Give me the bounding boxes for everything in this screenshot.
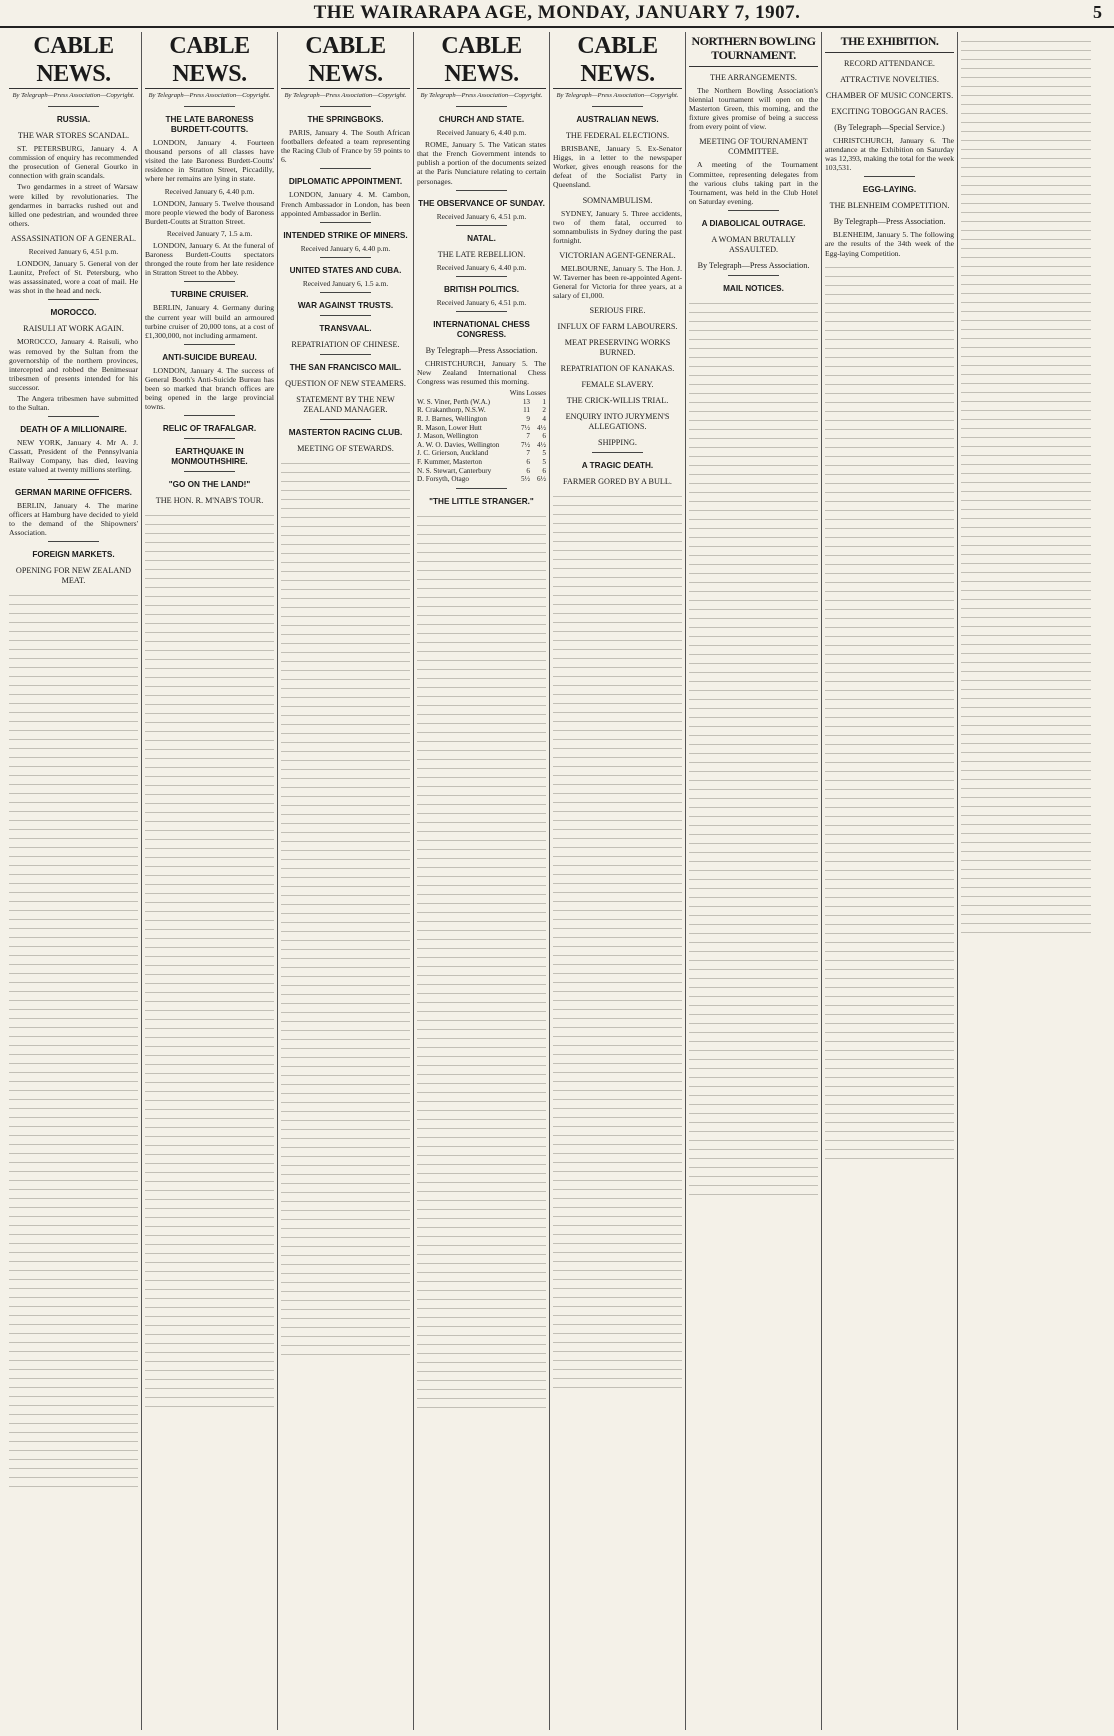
- article-paragraph: LONDON, January 4. M. Cambon, French Ambassador in London, has been appointed Ambassador in Berlin.: [281, 190, 410, 218]
- article-headline: TURBINE CRUISER.: [170, 290, 249, 300]
- divider: [320, 292, 372, 293]
- divider: [456, 276, 508, 277]
- article-headline: DIPLOMATIC APPOINTMENT.: [288, 177, 403, 187]
- article-paragraph: The Angera tribesmen have submitted to the Sultan.: [9, 393, 138, 413]
- article-paragraph: MELBOURNE, January 5. The Hon. J. W. Taverner has been re-appointed Agent-General for Victoria for three years, at a salary of £1,000.: [553, 263, 682, 301]
- body-text-lines: [689, 298, 818, 1198]
- player-name: A. W. O. Davies, Wellington: [417, 440, 500, 449]
- column-8: [958, 32, 1094, 1730]
- received-time: Received January 6, 4.40 p.m.: [436, 262, 527, 272]
- table-row: [417, 398, 546, 407]
- article-subheading: SHIPPING.: [598, 438, 637, 448]
- article-subheading: THE HON. R. M'NAB'S TOUR.: [155, 496, 264, 506]
- article-paragraph: LONDON, January 4. Fourteen thousand persons of all classes have visited the late Baroness Burdett-Coutts' residence in Stratton Street, Piccadilly, where her remains are lying in state.: [145, 138, 274, 184]
- body-text-lines: [825, 262, 954, 1162]
- article-headline: ANTI-SUICIDE BUREAU.: [162, 352, 257, 362]
- article-paragraph: CHRISTCHURCH, January 6. The attendance at the Exhibition on Saturday was 12,393, making the total for the week 103,531.: [825, 136, 954, 173]
- article-headline: "THE LITTLE STRANGER.": [429, 496, 534, 506]
- wins: 5½: [521, 475, 530, 484]
- divider: [456, 225, 508, 226]
- table-row: [417, 467, 546, 476]
- divider: [320, 419, 372, 420]
- byline: By Telegraph—Press Association—Copyright.: [284, 92, 407, 99]
- body-text-lines: [417, 511, 546, 1411]
- divider: [456, 488, 508, 489]
- divider: [48, 299, 100, 300]
- article-subheading: THE WAR STORES SCANDAL.: [17, 131, 130, 141]
- article-headline: DEATH OF A MILLIONAIRE.: [20, 425, 127, 435]
- article-paragraph: LONDON, January 6. At the funeral of Baroness Burdett-Coutts spectators thronged the route from her late residence in Stratton Street to the Abbey.: [145, 241, 274, 278]
- divider: [592, 106, 644, 107]
- divider: [184, 281, 236, 282]
- player-name: R. Mason, Lower Hutt: [417, 423, 482, 432]
- article-subheading: THE FEDERAL ELECTIONS.: [565, 131, 670, 141]
- article-subheading: THE LATE REBELLION.: [437, 249, 526, 259]
- article-subheading: INFLUX OF FARM LABOURERS.: [557, 322, 678, 332]
- player-name: F. Kummer, Masterton: [417, 457, 483, 466]
- player-name: J. C. Grierson, Auckland: [417, 449, 489, 458]
- divider: [320, 354, 372, 355]
- article-paragraph: LONDON, January 5. General von der Launitz, Prefect of St. Petersburg, who was assassinated, wore a coat of mail. He was shot in the head and neck.: [9, 259, 138, 296]
- losses: 5: [542, 457, 546, 466]
- article-subheading: OPENING FOR NEW ZEALAND MEAT.: [15, 565, 132, 585]
- divider: [48, 541, 100, 542]
- article-headline: THE OBSERVANCE OF SUNDAY.: [418, 198, 545, 208]
- masthead: [0, 0, 1114, 28]
- player-name: J. Mason, Wellington: [417, 432, 479, 441]
- body-text-lines: [553, 491, 682, 1391]
- article-headline: EGG-LAYING.: [862, 185, 917, 195]
- article-headline: INTERNATIONAL CHESS CONGRESS.: [433, 319, 530, 339]
- article-subheading: THE ARRANGEMENTS.: [710, 73, 797, 82]
- divider: [184, 415, 236, 416]
- article-paragraph: NEW YORK, January 4. Mr A. J. Cassatt, President of the Pennsylvania Railway Company, has died, leaving estate valued at twenty millions sterling.: [9, 438, 138, 475]
- column-2: [142, 32, 278, 1730]
- article-headline: FOREIGN MARKETS.: [32, 549, 115, 559]
- received-time: Received January 6, 4.40 p.m.: [300, 243, 391, 253]
- article-subheading: MEAT PRESERVING WORKS BURNED.: [564, 338, 671, 358]
- article-headline: THE LATE BARONESS BURDETT-COUTTS.: [165, 115, 254, 135]
- divider: [320, 168, 372, 169]
- table-row: [417, 432, 546, 441]
- article-subheading: By Telegraph—Press Association.: [833, 217, 946, 227]
- article-subheading: STATEMENT BY THE NEW ZEALAND MANAGER.: [296, 394, 395, 414]
- byline: By Telegraph—Press Association—Copyright.: [148, 92, 271, 99]
- article-headline: MOROCCO.: [50, 308, 97, 318]
- received-time: Received January 6, 4.51 p.m.: [28, 246, 119, 256]
- column-4: [414, 32, 550, 1730]
- divider: [728, 275, 780, 276]
- article-subheading: RAISULI AT WORK AGAIN.: [23, 324, 124, 334]
- article-subheading: FEMALE SLAVERY.: [581, 380, 654, 390]
- page-number: 5: [1093, 2, 1102, 22]
- column-1: [6, 32, 142, 1730]
- losses: 4½: [537, 440, 546, 449]
- divider: [48, 479, 100, 480]
- article-subheading: ATTRACTIVE NOVELTIES.: [840, 75, 939, 84]
- article-paragraph: ST. PETERSBURG, January 4. A commission of enquiry has recommended the prosecution of General Gourko in connection with grain scandals.: [9, 144, 138, 181]
- article-subheading: THE BLENHEIM COMPETITION.: [829, 201, 950, 211]
- article-subheading: MEETING OF TOURNAMENT COMMITTEE.: [699, 137, 808, 157]
- article-paragraph: BERLIN, January 4. The marine officers at Hamburg have decided to yield to the demand of the Shipowners' Association.: [9, 500, 138, 537]
- article-headline: THE SPRINGBOKS.: [307, 115, 384, 125]
- article-headline: INTENDED STRIKE OF MINERS.: [283, 230, 408, 240]
- article-subheading: (By Telegraph—Special Service.): [834, 123, 945, 132]
- column-heading: THE EXHIBITION.: [825, 32, 954, 53]
- wins: 9: [526, 415, 530, 423]
- byline: By Telegraph—Press Association—Copyright.: [420, 92, 543, 99]
- table-row: [417, 415, 546, 424]
- article-subheading: FARMER GORED BY A BULL.: [563, 477, 672, 487]
- article-paragraph: SYDNEY, January 5. Three accidents, two of them fatal, occurred to somnambulists in Sydney during the past fortnight.: [553, 208, 682, 245]
- article-subheading: A WOMAN BRUTALLY ASSAULTED.: [711, 234, 796, 254]
- article-headline: TRANSVAAL.: [319, 323, 372, 333]
- body-text-lines: [961, 36, 1091, 936]
- divider: [320, 315, 372, 316]
- column-heading: CABLE NEWS.: [281, 32, 410, 89]
- article-subheading: RECORD ATTENDANCE.: [844, 59, 935, 68]
- losses: 2: [542, 406, 546, 415]
- divider: [456, 311, 508, 312]
- article-headline: EARTHQUAKE IN MONMOUTHSHIRE.: [171, 447, 248, 467]
- article-paragraph: MOROCCO, January 4. Raisuli, who was removed by the Sultan from the governorship of the northern provinces, intercepted and robbed the Benimesuar tribesmen of presents intended for his successor.: [9, 337, 138, 392]
- losses: 1: [542, 397, 546, 406]
- article-headline: THE SAN FRANCISCO MAIL.: [289, 362, 402, 372]
- article-subheading: THE CRICK-WILLIS TRIAL.: [566, 396, 669, 406]
- table-row: [417, 406, 546, 415]
- losses: 4½: [537, 423, 546, 432]
- article-subheading: SERIOUS FIRE.: [589, 306, 646, 316]
- table-row: [417, 449, 546, 458]
- byline: By Telegraph—Press Association—Copyright.: [12, 92, 135, 99]
- wins: 7½: [521, 423, 530, 432]
- divider: [184, 106, 236, 107]
- losses: 6: [542, 432, 546, 441]
- article-subheading: CHAMBER OF MUSIC CONCERTS.: [825, 91, 954, 100]
- table-row: [417, 458, 546, 467]
- article-subheading: ASSASSINATION OF A GENERAL.: [10, 233, 137, 243]
- losses: 6½: [537, 475, 546, 484]
- article-headline: MAIL NOTICES.: [723, 283, 784, 293]
- received-time: Received January 6, 1.5 a.m.: [302, 278, 389, 288]
- byline: By Telegraph—Press Association—Copyright.: [556, 92, 679, 99]
- article-paragraph: CHRISTCHURCH, January 5. The New Zealand International Chess Congress was resumed this morning.: [417, 358, 546, 387]
- article-headline: RELIC OF TRAFALGAR.: [162, 424, 257, 434]
- column-heading: CABLE NEWS.: [417, 32, 546, 89]
- article-headline: AUSTRALIAN NEWS.: [576, 115, 659, 125]
- wins: 6: [526, 457, 530, 466]
- divider: [864, 176, 916, 177]
- wins: 7: [526, 449, 530, 458]
- table-row: [417, 475, 546, 484]
- divider: [48, 106, 100, 107]
- column-heading: CABLE NEWS.: [145, 32, 274, 89]
- table-row: [417, 424, 546, 433]
- article-headline: UNITED STATES AND CUBA.: [289, 265, 402, 275]
- article-headline: "GO ON THE LAND!": [168, 480, 251, 490]
- article-paragraph: The Northern Bowling Association's biennial tournament will open on the Masterton Green, this morning, and the fixture gives promise of being a success from every point of view.: [689, 86, 818, 132]
- article-subheading: By Telegraph—Press Association.: [697, 260, 810, 270]
- wins: 13: [522, 397, 530, 406]
- losses: 6: [542, 466, 546, 475]
- table-header: Wins Losses: [509, 389, 546, 398]
- article-subheading: REPATRIATION OF CHINESE.: [291, 339, 400, 349]
- received-time: Received January 7, 1.5 a.m.: [166, 228, 253, 238]
- article-subheading: SOMNAMBULISM.: [582, 195, 653, 205]
- received-time: Received January 6, 4.40 p.m.: [436, 128, 527, 138]
- player-name: R. Crakanthorp, N.S.W.: [417, 406, 486, 415]
- article-subheading: ENQUIRY INTO JURYMEN'S ALLEGATIONS.: [565, 412, 670, 432]
- player-name: R. J. Barnes, Wellington: [417, 415, 487, 423]
- article-headline: BRITISH POLITICS.: [443, 284, 520, 294]
- player-name: W. S. Viner, Perth (W.A.): [417, 397, 491, 406]
- table-row: [417, 441, 546, 450]
- divider: [728, 210, 780, 211]
- player-name: D. Forsyth, Otago: [417, 475, 469, 484]
- column-6: [686, 32, 822, 1730]
- body-text-lines: [281, 458, 410, 1358]
- article-paragraph: A meeting of the Tournament Committee, representing delegates from the various clubs taking part in the Tournament, was held in the Club Hotel on Saturday evening.: [689, 160, 818, 206]
- divider: [184, 471, 236, 472]
- article-paragraph: ROME, January 5. The Vatican states that the French Government intends to publish a portion of the documents seized at the Paris Nunciature relating to certain personages.: [417, 140, 546, 186]
- body-text-lines: [9, 590, 138, 1490]
- player-name: N. S. Stewart, Canterbury: [417, 466, 492, 475]
- divider: [184, 438, 236, 439]
- wins: 7: [526, 432, 530, 441]
- divider: [592, 452, 644, 453]
- column-heading: NORTHERN BOWLING TOURNAMENT.: [689, 32, 818, 67]
- column-heading: CABLE NEWS.: [9, 32, 138, 89]
- newspaper-columns: [6, 32, 1108, 1730]
- wins: 11: [523, 406, 530, 415]
- article-headline: MASTERTON RACING CLUB.: [288, 427, 403, 437]
- divider: [48, 416, 100, 417]
- received-time: Received January 6, 4.40 p.m.: [164, 186, 255, 196]
- article-headline: RUSSIA.: [56, 115, 91, 125]
- article-subheading: QUESTION OF NEW STEAMERS.: [285, 378, 406, 388]
- chess-scores-table: [417, 389, 546, 484]
- divider: [320, 257, 372, 258]
- wins: 6: [526, 466, 530, 475]
- column-3: [278, 32, 414, 1730]
- article-paragraph: BERLIN, January 4. Germany during the current year will build an armoured turbine cruiser of 20,000 tons, at a cost of £1,300,000, not including armament.: [145, 303, 274, 340]
- received-time: Received January 6, 4.51 p.m.: [436, 297, 527, 307]
- column-7: [822, 32, 958, 1730]
- article-paragraph: BLENHEIM, January 5. The following are the results of the 34th week of the Egg-laying Competition.: [825, 230, 954, 258]
- divider: [320, 222, 372, 223]
- wins: 7½: [521, 440, 530, 449]
- article-paragraph: LONDON, January 4. The success of General Booth's Anti-Suicide Bureau has been so marked that branch offices are being opened in the large provincial towns.: [145, 365, 274, 412]
- article-headline: GERMAN MARINE OFFICERS.: [15, 487, 132, 497]
- received-time: Received January 6, 4.51 p.m.: [436, 211, 527, 221]
- article-subheading: VICTORIAN AGENT-GENERAL.: [559, 250, 676, 260]
- article-headline: WAR AGAINST TRUSTS.: [297, 300, 394, 310]
- column-5: [550, 32, 686, 1730]
- divider: [184, 344, 236, 345]
- newspaper-title: THE WAIRARAPA AGE, MONDAY, JANUARY 7, 1907.: [313, 2, 801, 23]
- divider: [320, 106, 372, 107]
- body-text-lines: [145, 510, 274, 1410]
- article-subheading: REPATRIATION OF KANAKAS.: [560, 364, 675, 374]
- article-headline: A TRAGIC DEATH.: [581, 461, 654, 471]
- losses: 5: [542, 449, 546, 458]
- article-paragraph: Two gendarmes in a street of Warsaw were killed by revolutionaries. The gendarmes in barracks rushed out and killed one pedestrian, and wounded three others.: [9, 182, 138, 228]
- article-subheading: By Telegraph—Press Association.: [425, 345, 538, 355]
- column-heading: CABLE NEWS.: [553, 32, 682, 89]
- losses: 4: [542, 415, 546, 423]
- article-headline: CHURCH AND STATE.: [438, 115, 525, 125]
- divider: [456, 106, 508, 107]
- article-headline: A DIABOLICAL OUTRAGE.: [701, 218, 806, 228]
- article-paragraph: LONDON, January 5. Twelve thousand more people viewed the body of Baroness Burdett-Coutts at Stratton Street.: [145, 198, 274, 226]
- article-headline: NATAL.: [467, 233, 496, 243]
- divider: [456, 190, 508, 191]
- article-subheading: EXCITING TOBOGGAN RACES.: [831, 107, 948, 116]
- article-paragraph: PARIS, January 4. The South African footballers defeated a team representing the Racing Club of France by 59 points to 6.: [281, 128, 410, 165]
- article-subheading: MEETING OF STEWARDS.: [297, 443, 394, 453]
- article-paragraph: BRISBANE, January 5. Ex-Senator Higgs, in a letter to the newspaper Worker, gives enough reasons for the defeat of the Socialist Party in Queensland.: [553, 144, 682, 190]
